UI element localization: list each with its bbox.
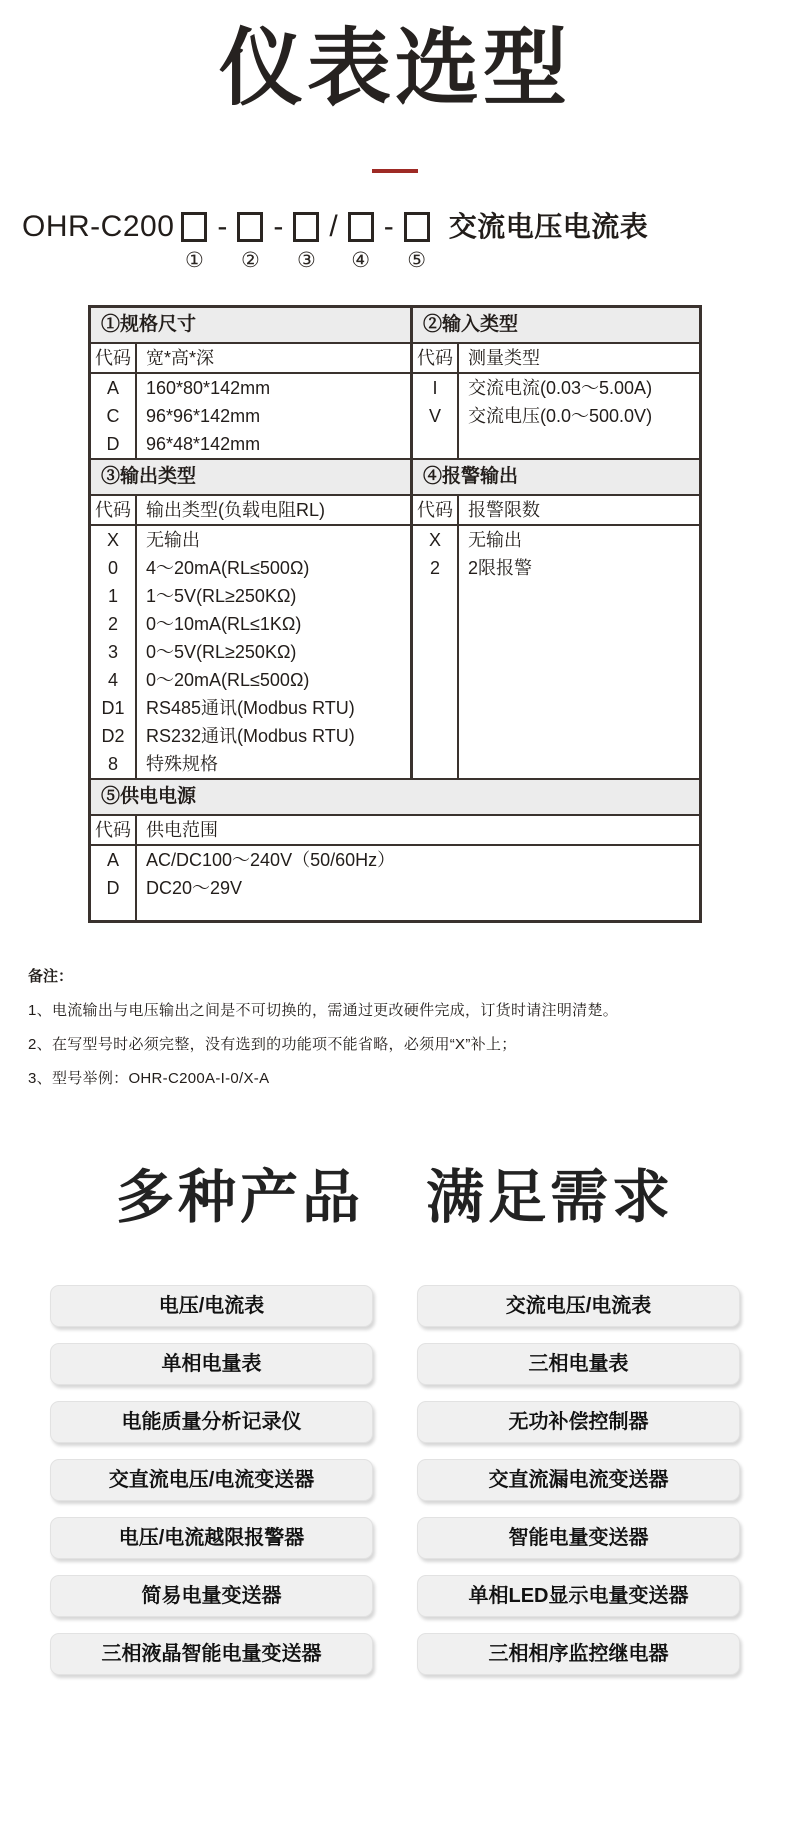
table-row: [91, 610, 410, 638]
column-header-row: [91, 816, 699, 846]
headline-left: 多种产品: [115, 1164, 364, 1230]
code-cell: D1: [91, 694, 137, 722]
code-cell-empty: [413, 430, 459, 458]
value-cell: 1～5V(RL≥250KΩ): [146, 585, 297, 606]
section-title-power: ⑤供电电源: [91, 780, 699, 816]
model-mark-5: ⑤: [407, 248, 427, 272]
model-code-line: [22, 209, 790, 271]
model-product-name: 交流电压电流表: [448, 210, 649, 242]
value-cell: RS485通讯(Modbus RTU): [146, 697, 355, 718]
model-mark-3: ③: [296, 248, 316, 272]
model-separator: -: [383, 209, 394, 243]
table-row: [91, 666, 410, 694]
table-row: [91, 846, 699, 874]
product-button-simple-power-transmitter[interactable]: 简易电量变送器: [50, 1575, 373, 1617]
table-row: [91, 374, 410, 402]
model-selection-table: [88, 305, 702, 923]
value-cell: RS232通讯(Modbus RTU): [146, 725, 355, 746]
model-slot-3: [293, 209, 319, 271]
code-cell: D: [91, 874, 137, 902]
table-row: [91, 874, 699, 902]
products-headline: [0, 1166, 790, 1230]
table-row: [413, 526, 699, 554]
empty-filler-row: [413, 582, 699, 778]
section-input: [413, 308, 699, 458]
code-cell: 2: [91, 610, 137, 638]
code-cell-empty: [413, 582, 459, 778]
value-cell-empty: [459, 430, 699, 458]
code-cell: D: [91, 430, 137, 458]
table-row: [91, 694, 410, 722]
value-column-header: 测量类型: [468, 347, 540, 368]
code-cell: 2: [413, 554, 459, 582]
model-prefix: OHR-C200: [22, 209, 175, 243]
table-row: [91, 554, 410, 582]
value-column-header: 供电范围: [146, 819, 218, 840]
model-box-3: [293, 212, 319, 242]
model-mark-1: ①: [184, 248, 204, 272]
column-header-row: [413, 496, 699, 526]
column-header-row: [413, 344, 699, 374]
value-cell: 无输出: [146, 529, 200, 550]
code-cell: C: [91, 402, 137, 430]
model-separator: -: [273, 209, 284, 243]
value-cell: 特殊规格: [146, 753, 218, 774]
code-column-header: 代码: [91, 816, 137, 844]
notes-block: [28, 965, 790, 1088]
table-row: [91, 750, 410, 778]
table-row: [91, 638, 410, 666]
product-button-reactive-compensation-controller[interactable]: 无功补偿控制器: [417, 1401, 740, 1443]
product-button-power-quality-recorder[interactable]: 电能质量分析记录仪: [50, 1401, 373, 1443]
value-cell: 2限报警: [468, 557, 533, 578]
headline-right: 满足需求: [426, 1164, 675, 1230]
value-cell-empty: [137, 902, 699, 920]
table-row: [91, 582, 410, 610]
table-row: [91, 402, 410, 430]
note-item-3: 3、型号举例：OHR-C200A-I-0/X-A: [28, 1069, 270, 1087]
value-cell: 交流电压(0.0～500.0V): [468, 405, 653, 426]
table-band-output-alarm: [91, 458, 699, 778]
model-box-5: [404, 212, 430, 242]
value-cell: 160*80*142mm: [146, 377, 271, 398]
empty-filler-row: [91, 902, 699, 920]
code-cell: X: [413, 526, 459, 554]
model-separator: -: [217, 209, 228, 243]
model-separator: /: [329, 209, 338, 243]
product-button-single-phase-led-transmitter[interactable]: 单相LED显示电量变送器: [417, 1575, 740, 1617]
model-box-1: [181, 212, 207, 242]
product-button-smart-power-transmitter[interactable]: 智能电量变送器: [417, 1517, 740, 1559]
table-row: [413, 374, 699, 402]
table-row: [91, 526, 410, 554]
value-cell: 96*96*142mm: [146, 405, 261, 426]
notes-label: 备注：: [28, 967, 74, 985]
code-column-header: 代码: [413, 344, 459, 372]
empty-filler-row: [413, 430, 699, 458]
value-cell: 无输出: [468, 529, 522, 550]
table-row: [413, 402, 699, 430]
value-cell: 4～20mA(RL≤500Ω): [146, 557, 310, 578]
table-row: [91, 430, 410, 458]
model-mark-4: ④: [351, 248, 371, 272]
code-cell: V: [413, 402, 459, 430]
model-slot-5: [404, 209, 430, 271]
code-cell: A: [91, 846, 137, 874]
product-button-three-phase-meter[interactable]: 三相电量表: [417, 1343, 740, 1385]
model-slot-1: [181, 209, 207, 271]
section-size: [91, 308, 413, 458]
value-column-header: 报警限数: [468, 499, 540, 520]
value-cell-empty: [459, 582, 699, 778]
product-button-limit-alarm[interactable]: 电压/电流越限报警器: [50, 1517, 373, 1559]
model-slot-4: [348, 209, 374, 271]
table-band-size-input: [91, 308, 699, 458]
product-button-acdc-leakage-current-transmitter[interactable]: 交直流漏电流变送器: [417, 1459, 740, 1501]
value-cell: DC20～29V: [146, 877, 243, 898]
model-code-block: [22, 209, 790, 271]
value-cell: 0～10mA(RL≤1KΩ): [146, 613, 302, 634]
table-row: [91, 722, 410, 750]
model-box-4: [348, 212, 374, 242]
code-column-header: 代码: [91, 496, 137, 524]
section-title-alarm: ④报警输出: [413, 460, 699, 496]
code-cell: 1: [91, 582, 137, 610]
code-cell: 0: [91, 554, 137, 582]
value-column-header: 输出类型(负载电阻RL): [146, 499, 325, 520]
note-item-1: 1、电流输出与电压输出之间是不可切换的，需通过更改硬件完成，订货时请注明清楚。: [28, 1001, 619, 1019]
model-box-2: [237, 212, 263, 242]
title-accent-dash: [372, 169, 418, 173]
section-title-input: ②输入类型: [413, 308, 699, 344]
product-button-ac-voltage-current-meter[interactable]: 交流电压/电流表: [417, 1285, 740, 1327]
product-button-acdc-voltage-current-transmitter[interactable]: 交直流电压/电流变送器: [50, 1459, 373, 1501]
value-cell: 96*48*142mm: [146, 433, 261, 454]
value-cell: 0～5V(RL≥250KΩ): [146, 641, 297, 662]
product-button-single-phase-meter[interactable]: 单相电量表: [50, 1343, 373, 1385]
code-cell: A: [91, 374, 137, 402]
section-output: [91, 460, 413, 778]
code-column-header: 代码: [413, 496, 459, 524]
column-header-row: [91, 496, 410, 526]
product-button-grid: [0, 1285, 790, 1675]
code-cell: D2: [91, 722, 137, 750]
table-row: [413, 554, 699, 582]
value-cell: 0～20mA(RL≤500Ω): [146, 669, 310, 690]
value-column-header: 宽*高*深: [146, 347, 215, 368]
code-column-header: 代码: [91, 344, 137, 372]
code-cell: 3: [91, 638, 137, 666]
code-cell: X: [91, 526, 137, 554]
page-title: 仪表选型: [218, 21, 571, 115]
product-button-three-phase-lcd-transmitter[interactable]: 三相液晶智能电量变送器: [50, 1633, 373, 1675]
code-cell: I: [413, 374, 459, 402]
value-cell: AC/DC100～240V（50/60Hz）: [146, 849, 396, 870]
product-button-voltage-current-meter[interactable]: 电压/电流表: [50, 1285, 373, 1327]
value-cell: 交流电流(0.03～5.00A): [468, 377, 653, 398]
code-cell-empty: [91, 902, 137, 920]
code-cell: 4: [91, 666, 137, 694]
section-power: [91, 778, 699, 920]
section-alarm: [413, 460, 699, 778]
column-header-row: [91, 344, 410, 374]
code-cell: 8: [91, 750, 137, 778]
section-title-output: ③输出类型: [91, 460, 410, 496]
model-slot-2: [237, 209, 263, 271]
product-button-phase-sequence-relay[interactable]: 三相相序监控继电器: [417, 1633, 740, 1675]
note-item-2: 2、在写型号时必须完整，没有选到的功能项不能省略，必须用“X”补上；: [28, 1035, 517, 1053]
section-title-size: ①规格尺寸: [91, 308, 410, 344]
model-mark-2: ②: [240, 248, 260, 272]
